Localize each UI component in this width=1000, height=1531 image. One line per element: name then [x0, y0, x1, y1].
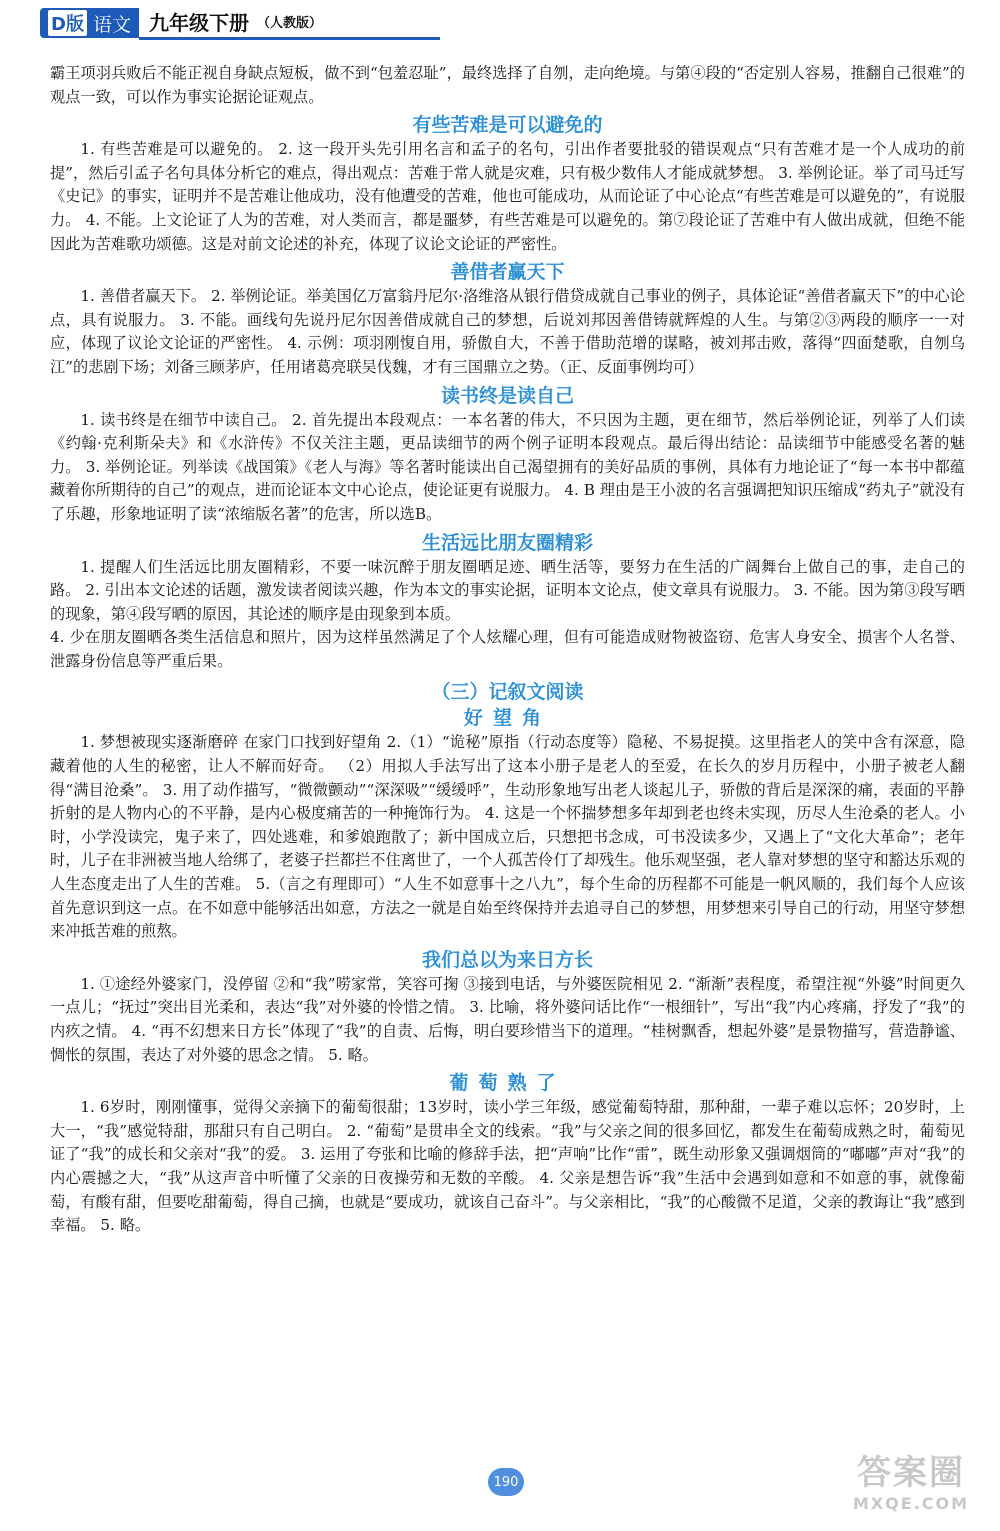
- book-title: [139, 7, 440, 40]
- edition-note: （人教版）: [256, 16, 322, 31]
- section-paragraph: 1. 有些苦难是可以避免的。 2. 这一段开头先引用名言和孟子的名句，引出作者要批驳的错误观点“只有苦难才是一个人成功的前提”，然后引孟子名句具体分析它的难点，得出观点：苦难于常人就是灾难，只有极少数伟人才能成就梦想。 3. 举例论证。举了司马迁写《史记》的事实，证明并不是苦难让他成功，没有他遭受的苦难，他也可能成功，从而论证了中心论点“有些苦难是可以避免的”，有说服力。 4. 不能。上文论证了人为的苦难，对人类而言，都是噩梦，有些苦难是可以避免的。第⑦段论证了苦难中有人做出成就，但绝不能因此为苦难歌功颂德。这是对前文论述的补充，体现了议论文论证的严密性。: [50, 140, 965, 253]
- section-title: 好望角: [463, 707, 551, 730]
- section-paragraph: 1. 善借者赢天下。 2. 举例论证。举美国亿万富翁丹尼尔·洛维洛从银行借贷成就自己事业的例子，具体论证“善借者赢天下”的中心论点，具有说服力。 3. 不能。画线句先说丹尼尔因善借成就自己的梦想，后说刘邦因善借铸就辉煌的人生。与第②③两段的顺序一一对应，体现了议论文论证的严密性。 4. 示例：项羽刚愎自用，骄傲自大，不善于借助范增的谋略，被刘邦击败，落得“四面楚歌，自刎乌江”的悲剧下场；刘备三顾茅庐，任用诸葛亮联吴伐魏，才有三国鼎立之势。（正、反面事例均可）: [50, 287, 965, 376]
- section-paragraph: 1. 读书终是在细节中读自己。 2. 首先提出本段观点：一本名著的伟大，不只因为主题，更在细节，然后举例论证，列举了人们读《约翰·克利斯朵夫》和《水浒传》不仅关注主题，更品读细节的两个例子证明本段观点。最后得出结论：品读细节中能感受名著的魅力。 3. 举例论证。列举读《战国策》《老人与海》等名著时能读出自己渴望拥有的美好品质的事例，具体有力地论证了“每一本书中都蕴藏着你所期待的自己”的观点，进而论证本文中心论点，使论证更有说服力。 4. B 理由是王小波的名言强调把知识压缩成“药丸子”就没有了乐趣，形象地证明了读“浓缩版名著”的危害，所以选B。: [50, 410, 965, 523]
- section-7: [50, 1070, 965, 1238]
- watermark: [836, 1453, 986, 1523]
- section-paragraph: 1. ①途经外婆家门，没停留 ②和“我”唠家常，笑容可掬 ③接到电话，与外婆医院相见 2. “渐渐”表程度，希望注视“外婆”时间更久一点儿；“抚过”突出目光柔和，表达“我”对外婆的怜惜之情。 3. 比喻，将外婆问话比作“一根细针”，写出“我”内心疼痛，抒发了“我”的内疚之情。 4. “再不幻想来日方长”体现了“我”的自责、后悔，明白要珍惜当下的道理。“桂树飘香，想起外婆”是景物描写，营造静谧、惆怅的氛围，表达了对外婆的思念之情。 5. 略。: [50, 974, 965, 1064]
- section-1: [50, 112, 965, 256]
- section-5: [50, 705, 965, 943]
- subject-label: 语文: [92, 13, 131, 36]
- page-number: 190: [488, 1468, 524, 1496]
- edition-badge: D版: [48, 10, 87, 36]
- section-title: 有些苦难是可以避免的: [412, 114, 603, 137]
- grade-title: 九年级下册: [148, 11, 249, 35]
- watermark-text: 答案圈: [857, 1453, 965, 1493]
- section-2: [50, 259, 965, 379]
- section-paragraph: 1. 6岁时，刚刚懂事，觉得父亲摘下的葡萄很甜；13岁时，读小学三年级，感觉葡萄特甜，那种甜，一辈子难以忘怀；20岁时，上大一，“我”感觉特甜，那甜只有自己明白。 2. “葡萄”是贯串全文的线索。“我”与父亲之间的很多回忆，都发生在葡萄成熟之时，葡萄见证了“我”的成长和父亲对“我”的爱。 3. 运用了夸张和比喻的修辞手法，把“声响”比作“雷”，既生动形象又强调烟筒的“嘟嘟”声对“我”的内心震撼之大，“我”从这声音中听懂了父亲的日夜操劳和无数的辛酸。 4. 父亲是想告诉“我”生活中会遇到如意和不如意的事，就像葡萄，有酸有甜，但要吃甜葡萄，得自己摘，也就是“要成功，就该自己奋斗”。与父亲相比，“我”的心酸微不足道，父亲的教诲让“我”感到幸福。 5. 略。: [50, 1098, 965, 1235]
- section-paragraph: 1. 提醒人们生活远比朋友圈精彩，不要一味沉醉于朋友圈晒足迹、晒生活等，要努力在生活的广阔舞台上做自己的事，走自己的路。 2. 引出本文论述的话题，激发读者阅读兴趣，作为本文的事实论据，证明本文论点，使文章具有说服力。 3. 不能。因为第③段写晒的现象，第④段写晒的原因，其论述的顺序是由现象到本质。: [50, 557, 965, 623]
- section-paragraph: 4. 少在朋友圈晒各类生活信息和照片，因为这样虽然满足了个人炫耀心理，但有可能造成财物被盗窃、危害人身安全、损害个人名誉、泄露身份信息等严重后果。: [50, 628, 965, 670]
- section-title: 我们总以为来日方长: [421, 948, 593, 971]
- section-title: 葡萄熟了: [449, 1072, 566, 1095]
- section-3: [50, 383, 965, 527]
- watermark-url: MXQE.COM: [852, 1494, 970, 1513]
- section-6: [50, 947, 965, 1067]
- edition-logo: [40, 8, 139, 38]
- intro-paragraph: 霸王项羽兵败后不能正视自身缺点短板，做不到“包羞忍耻”，最终选择了自刎，走向绝境。与第④段的“否定别人容易，推翻自己很难”的观点一致，可以作为事实论据论证观点。: [50, 64, 965, 106]
- section-title: 善借者赢天下: [450, 261, 565, 284]
- section-title: 读书终是读自己: [440, 384, 574, 407]
- section-paragraph: 1. 梦想被现实逐渐磨碎 在家门口找到好望角 2.（1）“诡秘”原指（行动态度等）隐秘、不易捉摸。这里指老人的笑中含有深意，隐藏着他的人生的秘密，让人不解而好奇。 （2）用拟人手法写出了这本小册子是老人的至爱，在长久的岁月历程中，小册子被老人翻得“满目沧桑”。 3. 用了动作描写，“微微颤动”“深深吸”“缓缓呼”，生动形象地写出老人谈起儿子，骄傲的背后是深深的痛，表面的平静折射的是人物内心的不平静，是内心极度痛苦的一种掩饰行为。 4. 这是一个怀揣梦想多年却到老也终未实现，历尽人生沧桑的老人。小时，小学没读完，鬼子来了，四处逃难，和爹娘跑散了；新中国成立后，只想把书念成，可书没读多少，又遇上了“文化大革命”；老年时，儿子在非洲被当地人给绑了，老婆子拦都拦不住离世了，一个人孤苦伶仃了却残生。他乐观坚强，老人靠对梦想的坚守和豁达乐观的人生态度走出了人生的苦难。 5.（言之有理即可）“人生不如意事十之八九”，每个生命的历程都不可能是一帆风顺的，我们每个人应该首先意识到这一点。在不如意中能够活出如意，方法之一就是自始至终保持并去追寻自己的梦想，用梦想来引导自己的行动，用坚守梦想来冲抵苦难的煎熬。: [50, 733, 965, 941]
- part-title: （三）记叙文阅读: [431, 681, 584, 704]
- answer-content: [50, 62, 965, 1238]
- section-4: [50, 530, 965, 674]
- section-title: 生活远比朋友圈精彩: [421, 531, 593, 554]
- page-header: [40, 6, 440, 40]
